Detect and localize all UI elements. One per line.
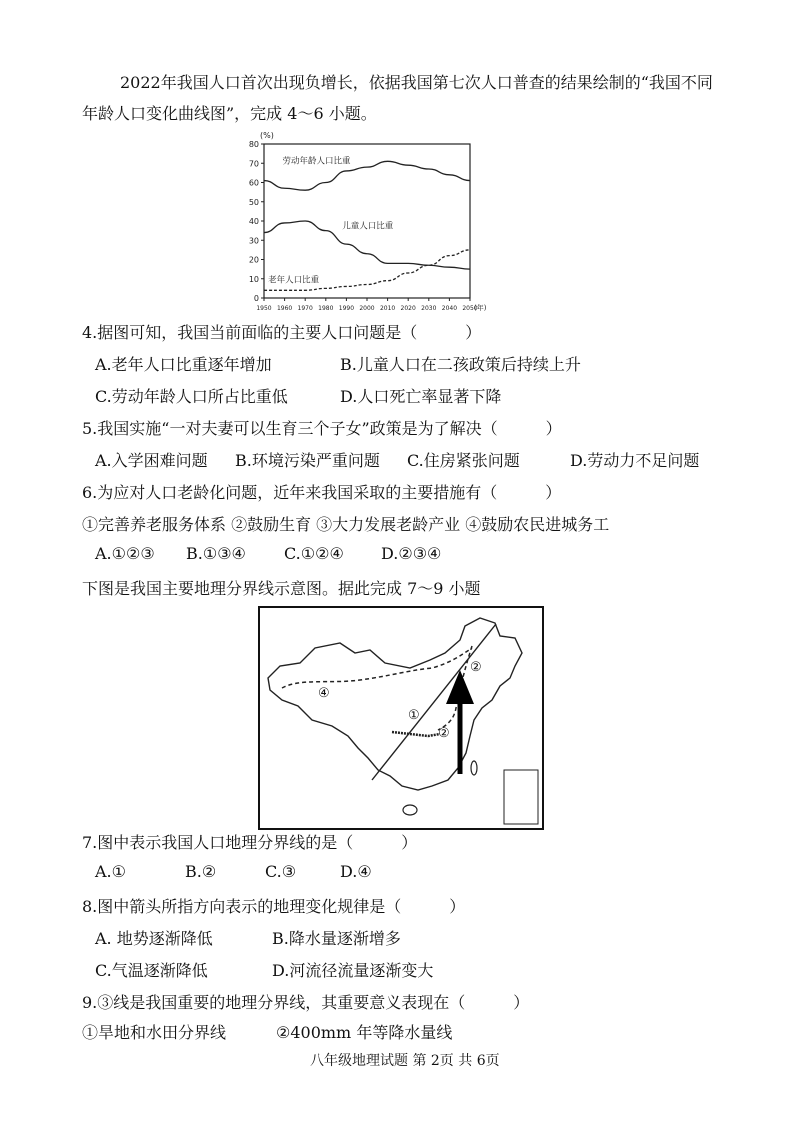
q6-option-d[interactable]: D.②③④ <box>381 544 442 563</box>
q8-option-b[interactable]: B.降水量逐渐增多 <box>272 929 401 948</box>
x-tick-label: 2050 <box>462 305 478 312</box>
population-age-chart <box>242 128 522 318</box>
y-tick-label: 20 <box>248 255 259 265</box>
q4-stem: 4.据图可知，我国当前面临的主要人口问题是（ ） <box>82 323 482 342</box>
x-tick-label: 1950 <box>256 305 272 312</box>
map-intro: 下图是我国主要地理分界线示意图。据此完成 7～9 小题 <box>82 579 481 598</box>
y-tick-label: 10 <box>248 274 259 284</box>
q9-item-2: ②400mm 年等降水量线 <box>276 1023 453 1042</box>
y-tick-label: 0 <box>253 294 259 303</box>
x-tick-label: 1990 <box>338 305 355 312</box>
q7-stem: 7.图中表示我国人口地理分界线的是（ ） <box>82 833 418 852</box>
series-label-2: 儿童人口比重 <box>342 221 394 232</box>
q6-option-c[interactable]: C.①②④ <box>284 544 344 563</box>
q7-option-d[interactable]: D.④ <box>340 862 372 881</box>
arrow-head <box>446 670 474 704</box>
y-axis-unit: (%) <box>260 131 274 140</box>
q8-stem: 8.图中箭头所指方向表示的地理变化规律是（ ） <box>82 897 466 916</box>
china-boundary-lines-map <box>258 606 544 830</box>
series-label-1: 劳动年龄人口比重 <box>282 156 351 167</box>
y-tick-label: 80 <box>248 140 259 149</box>
intro-line-2: 年龄人口变化曲线图”，完成 4～6 小题。 <box>82 104 377 123</box>
q4-option-b[interactable]: B.儿童人口在二孩政策后持续上升 <box>340 355 581 374</box>
taiwan-island <box>471 761 477 775</box>
x-tick-label: 1960 <box>276 305 293 312</box>
south-china-sea-inset <box>504 770 538 824</box>
x-tick-label: 2000 <box>359 305 375 312</box>
q5-option-d[interactable]: D.劳动力不足问题 <box>570 451 700 470</box>
q4-option-c[interactable]: C.劳动年龄人口所占比重低 <box>95 387 288 406</box>
q7-option-b[interactable]: B.② <box>185 862 217 881</box>
line-1 <box>392 732 440 736</box>
q5-option-c[interactable]: C.住房紧张问题 <box>407 451 520 470</box>
q7-option-a[interactable]: A.① <box>95 862 126 881</box>
q6-option-a[interactable]: A.①②③ <box>95 544 155 563</box>
x-tick-label: 2030 <box>421 305 437 312</box>
map-label-1: ① <box>408 708 420 723</box>
series-label-3: 老年人口比重 <box>268 275 320 286</box>
q6-items: ①完善养老服务体系 ②鼓励生育 ③大力发展老龄产业 ④鼓励农民进城务工 <box>82 515 610 534</box>
q5-stem: 5.我国实施“一对夫妻可以生育三个子女”政策是为了解决（ ） <box>82 419 562 438</box>
q8-option-c[interactable]: C.气温逐渐降低 <box>95 961 208 980</box>
y-tick-label: 40 <box>248 217 259 226</box>
q4-option-d[interactable]: D.人口死亡率显著下降 <box>340 387 502 406</box>
x-tick-label: 2040 <box>441 305 458 312</box>
q5-option-a[interactable]: A.入学困难问题 <box>95 451 208 470</box>
page-footer: 八年级地理试题 第 2页 共 6页 <box>310 1053 500 1069</box>
q7-option-c[interactable]: C.③ <box>265 862 297 881</box>
q6-stem: 6.为应对人口老龄化问题，近年来我国采取的主要措施有（ ） <box>82 483 562 502</box>
q9-stem: 9.③线是我国重要的地理分界线，其重要意义表现在（ ） <box>82 993 530 1012</box>
y-tick-label: 70 <box>248 159 259 169</box>
x-tick-label: 2010 <box>379 305 396 312</box>
line-3 <box>372 624 496 780</box>
q4-option-a[interactable]: A.老年人口比重逐年增加 <box>95 355 272 374</box>
y-tick-label: 60 <box>248 178 259 188</box>
x-tick-label: 2020 <box>400 305 416 312</box>
x-tick-label: 1980 <box>318 305 334 312</box>
q5-option-b[interactable]: B.环境污染严重问题 <box>235 451 380 470</box>
x-tick-label: 1970 <box>297 305 313 312</box>
y-tick-label: 50 <box>248 197 259 207</box>
map-label-2-north: ② <box>470 660 482 675</box>
q9-item-1: ①旱地和水田分界线 <box>82 1023 227 1042</box>
q8-option-a[interactable]: A. 地势逐渐降低 <box>95 929 213 948</box>
q8-option-d[interactable]: D.河流径流量逐渐变大 <box>272 961 434 980</box>
map-label-4: ④ <box>318 686 330 701</box>
china-outline <box>268 618 522 790</box>
map-label-2: ② <box>438 726 450 741</box>
intro-line-1: 2022年我国人口首次出现负增长，依据我国第七次人口普查的结果绘制的“我国不同 <box>120 73 713 92</box>
q6-option-b[interactable]: B.①③④ <box>186 544 246 563</box>
hainan-island <box>403 805 417 815</box>
y-tick-label: 30 <box>248 236 259 246</box>
x-axis-unit: (年) <box>474 304 487 312</box>
